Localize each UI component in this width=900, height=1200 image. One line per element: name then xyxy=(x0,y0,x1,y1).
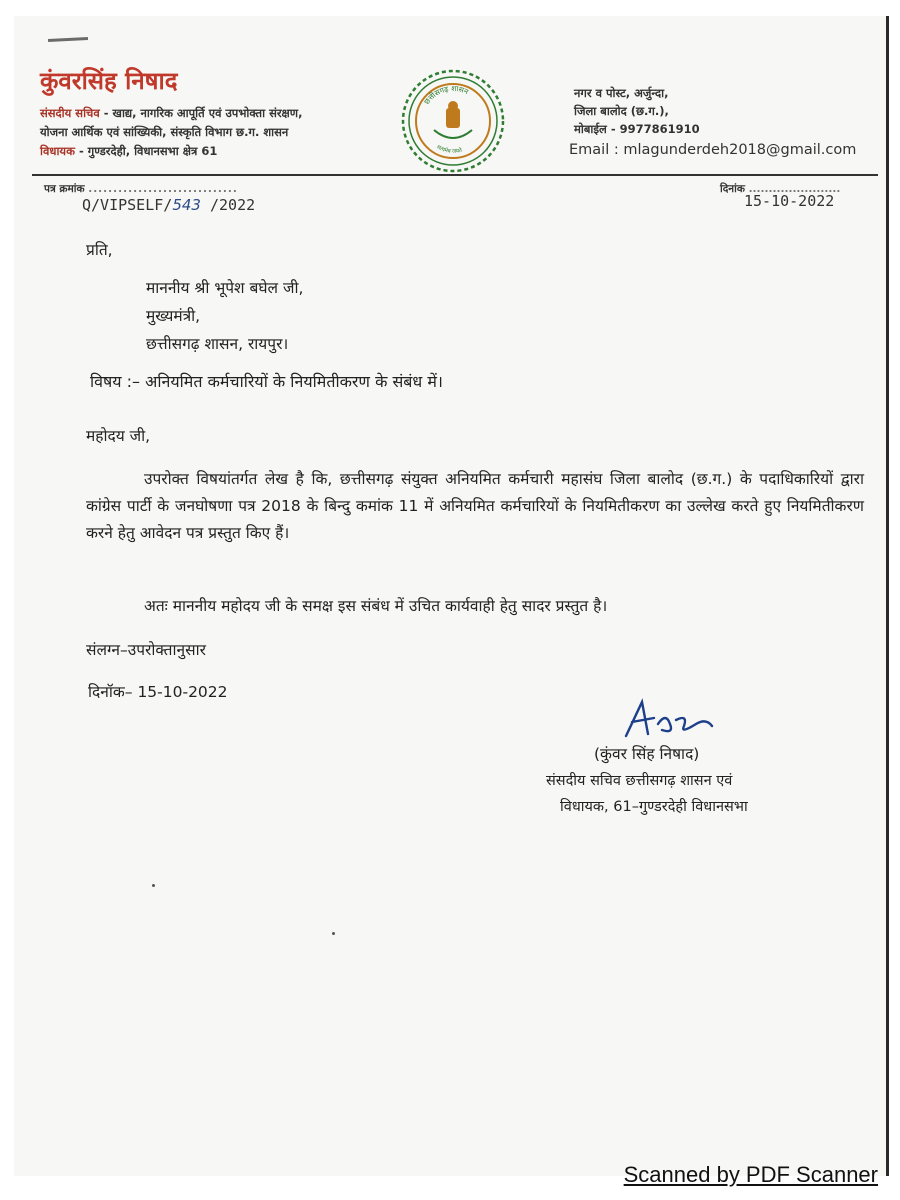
addressee-line-2: मुख्यमंत्री, xyxy=(146,307,201,325)
ref-suffix: /2022 xyxy=(200,196,256,214)
letterhead-line-1-text: - खाद्य, नागरिक आपूर्ति एवं उपभोक्ता संरक्षण, xyxy=(99,106,303,120)
date-label-text: दिनांक xyxy=(720,183,745,195)
address-line-3: मोबाईल - 9977861910 xyxy=(574,122,700,136)
signatory-title-2: विधायक, 61–गुण्डरदेही विधानसभा xyxy=(560,799,748,815)
scan-speck xyxy=(332,932,335,935)
letterhead-name: कुंवरसिंह निषाद xyxy=(40,67,178,95)
letter-date-line: दिनॉक– 15-10-2022 xyxy=(88,683,228,701)
scan-speck xyxy=(152,884,155,887)
letterhead-email: Email : mlagunderdeh2018@gmail.com xyxy=(569,142,857,158)
date-value: 15-10-2022 xyxy=(744,192,835,210)
svg-text:छत्तीसगढ़ शासन xyxy=(422,84,471,106)
svg-text:सत्यमेव जयते xyxy=(435,144,463,155)
ref-number xyxy=(82,196,255,214)
ref-label-text: पत्र क्रमांक xyxy=(44,183,85,195)
ref-label: पत्र क्रमांक .............................. xyxy=(44,183,238,195)
letter-page xyxy=(14,16,889,1176)
handwritten-signature-icon xyxy=(614,694,734,744)
signatory-title-1: संसदीय सचिव छत्तीसगढ़ शासन एवं xyxy=(546,773,733,789)
ref-prefix: Q/VIPSELF/ xyxy=(82,196,173,214)
signatory-name: (कुंवर सिंह निषाद) xyxy=(594,745,700,763)
letterhead-line-3 xyxy=(40,144,217,159)
address-line-2: जिला बालोद (छ.ग.), xyxy=(574,104,669,118)
addressee-line-1: माननीय श्री भूपेश बघेल जी, xyxy=(146,279,304,297)
body-paragraph-1-text: उपरोक्त विषयांतर्गत लेख है कि, छत्तीसगढ़ संयुक्त अनियमित कर्मचारी महासंघ जिला बालोद (छ.ग.) के पदाधिकारियों द्वारा कांग्रेस पार्टी के जनघोषणा पत्र 2018 के बिन्दु कमांक 11 में अनियमित कर्मचारियों के नियमितीकरण का उल्लेख करते हुए नियमितीकरण करने हेतु आवेदन पत्र प्रस्तुत किए हैं। xyxy=(86,470,864,542)
scan-mark xyxy=(48,37,88,42)
body-paragraph-2: अतः माननीय महोदय जी के समक्ष इस संबंध में उचित कार्यवाही हेतु सादर प्रस्तुत है। xyxy=(144,597,608,615)
seal-text: छत्तीसगढ़ शासन xyxy=(422,83,470,107)
subject-line: विषय :– अनियमित कर्मचारियों के नियमितीकरण के संबंध में। xyxy=(90,372,443,391)
letterhead-line-3-label: विधायक xyxy=(40,144,75,158)
seal-bottom-text: सत्यमेव जयते xyxy=(435,144,463,156)
letterhead-divider xyxy=(32,174,878,176)
salutation: महोदय जी, xyxy=(86,427,151,445)
address-line-1: नगर व पोस्ट, अर्जुन्दा, xyxy=(574,86,669,100)
letterhead-line-1-label: संसदीय सचिव xyxy=(40,106,100,120)
letterhead-line-3-text: - गुण्डरदेही, विधानसभा क्षेत्र 61 xyxy=(74,144,218,158)
letterhead-line-1 xyxy=(40,106,302,121)
date-label: दिनांक ....................... xyxy=(720,183,841,195)
ref-handwritten-number: 543 xyxy=(172,196,201,214)
letterhead-line-2: योजना आर्थिक एवं सांख्यिकी, संस्कृति विभाग छ.ग. शासन xyxy=(40,125,289,139)
body-paragraph-1 xyxy=(86,466,864,547)
scanner-watermark: Scanned by PDF Scanner xyxy=(623,1162,878,1187)
addressee-line-3: छत्तीसगढ़ शासन, रायपुर। xyxy=(146,335,289,353)
chhattisgarh-seal-icon xyxy=(400,68,506,174)
enclosure-line: संलग्न–उपरोक्तानुसार xyxy=(86,641,206,659)
to-line: प्रति, xyxy=(86,241,113,259)
